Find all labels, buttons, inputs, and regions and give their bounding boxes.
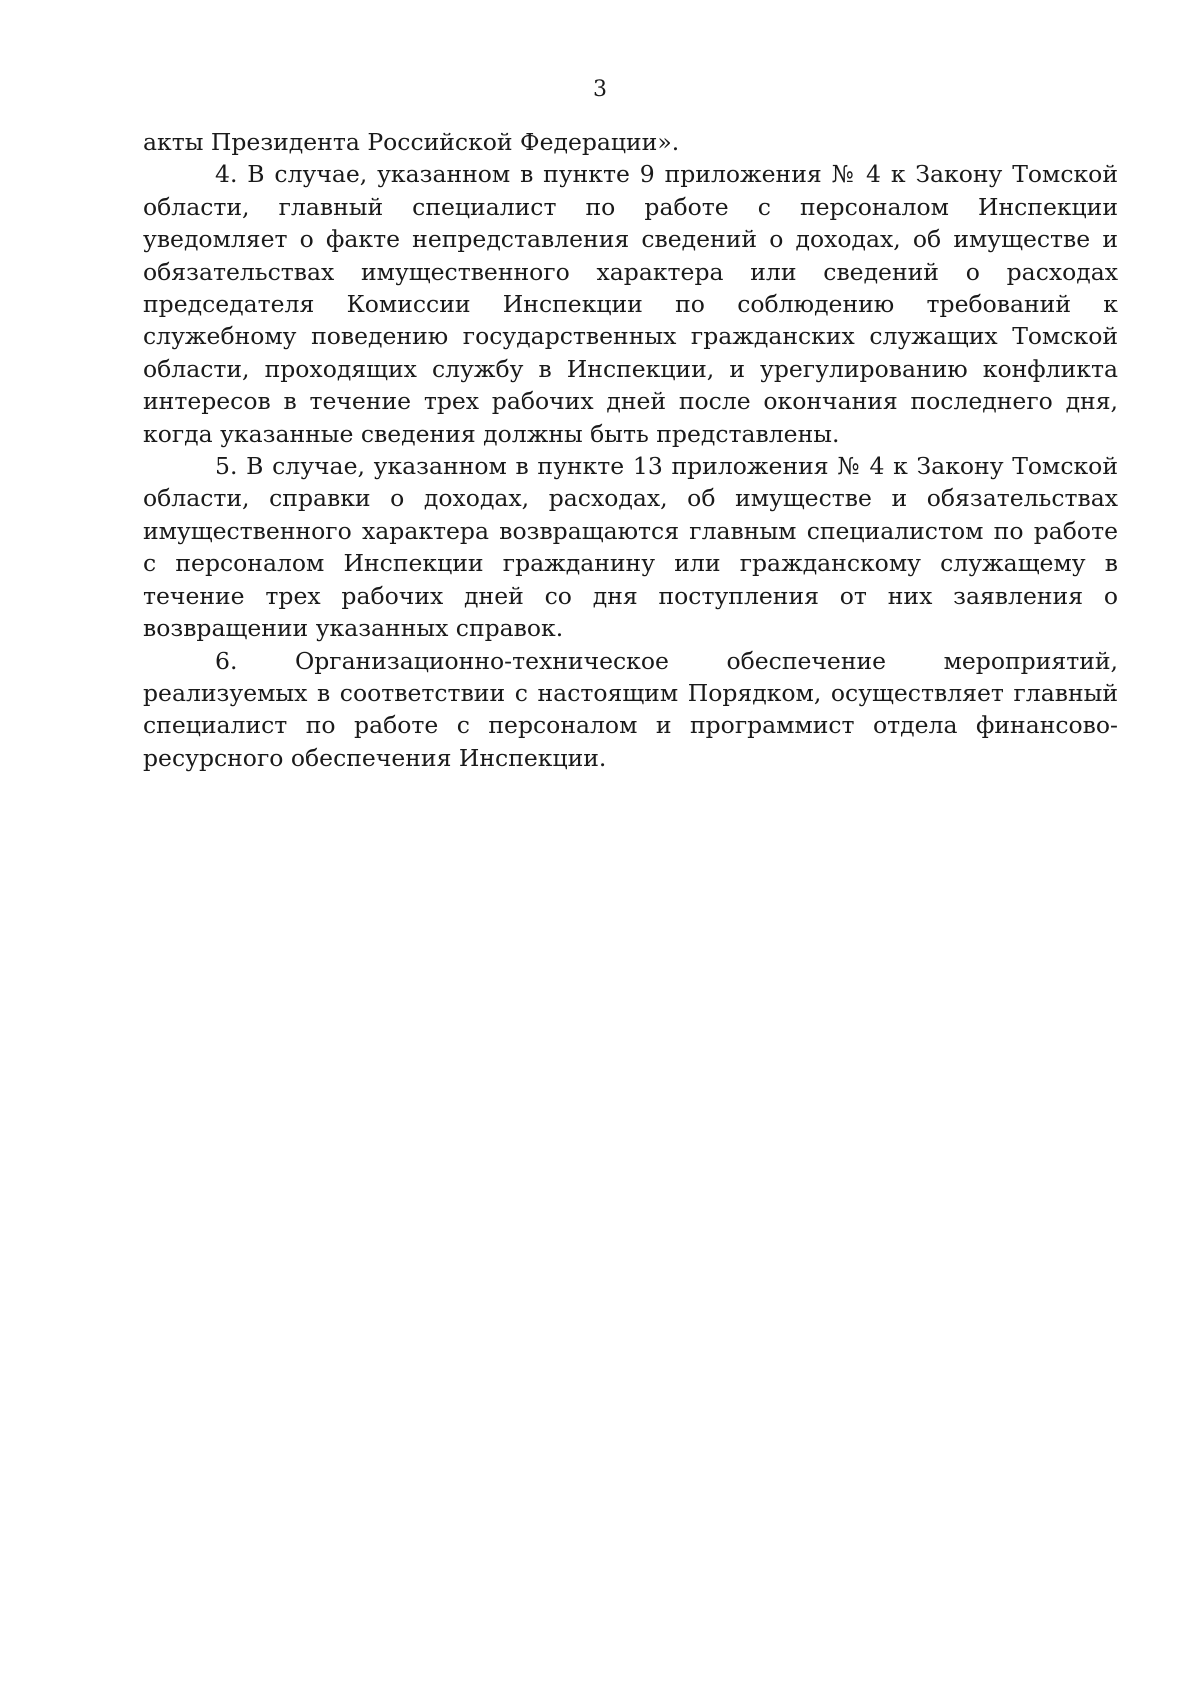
page-number: 3	[593, 77, 607, 102]
paragraph-item-5: 5. В случае, указанном в пункте 13 приложения № 4 к Закону Томской области, справки о доходах, расходах, об имуществе и обязательствах имущественного характера возвращаются главным специалистом по работе с персоналом Инспекции гражданину или гражданскому служащему в течение трех рабочих дней со дня поступления от них заявления о возвращении указанных справок.	[143, 452, 1118, 643]
paragraph-item-4: 4. В случае, указанном в пункте 9 приложения № 4 к Закону Томской области, главный специалист по работе с персоналом Инспекции уведомляет о факте непредставления сведений о доходах, об имуществе и обязательствах имущественного характера или сведений о расходах председателя Комиссии Инспекции по соблюдению требований к служебному поведению государственных гражданских служащих Томской области, проходящих службу в Инспекции, и урегулированию конфликта интересов в течение трех рабочих дней после окончания последнего дня, когда указанные сведения должны быть представлены.	[143, 160, 1118, 448]
paragraph-continuation: акты Президента Российской Федерации».	[143, 128, 680, 156]
paragraph-item-6: 6. Организационно-техническое обеспечение мероприятий, реализуемых в соответствии с настоящим Порядком, осуществляет главный специалист по работе с персоналом и программист отдела финансово-ресурсного обеспечения Инспекции.	[143, 646, 1118, 772]
document-body	[143, 126, 1118, 774]
